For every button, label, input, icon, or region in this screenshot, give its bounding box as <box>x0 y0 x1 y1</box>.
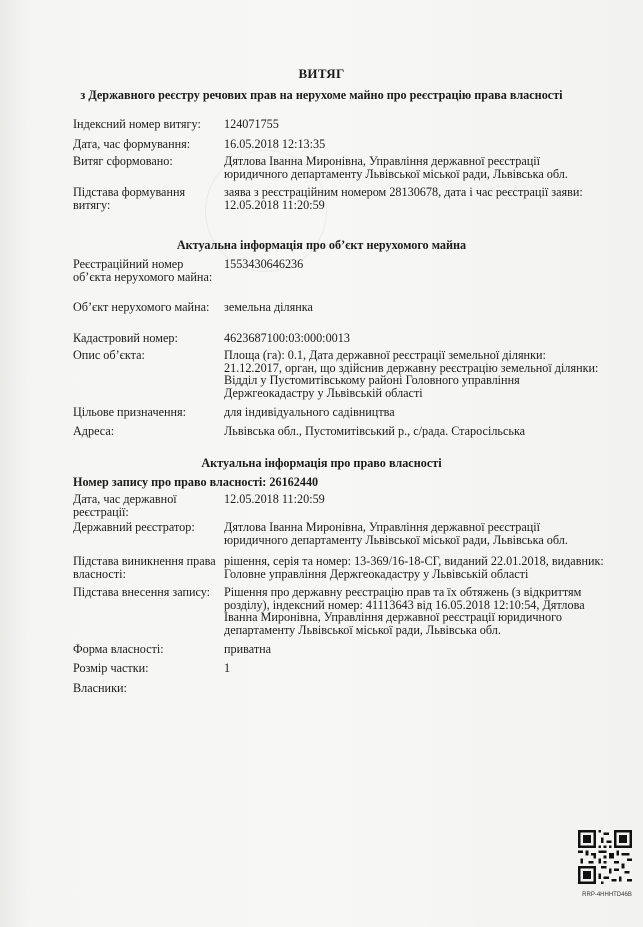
object-section-title: Актуальна інформація про об’єкт нерухомого майна <box>176 238 467 252</box>
field-value: Львівська обл., Пустомитівський р., с/рада. Старосільська <box>224 424 526 438</box>
field-label: Розмір частки: <box>73 661 149 675</box>
field-label: Реєстраційний номер об’єкта нерухомого майна: <box>73 257 213 284</box>
field-value: Площа (га): 0.1, Дата державної реєстрації земельної ділянки: 21.12.2017, орган, що здійснив державну реєстрацію земельної ділянки: Відділ у Пустомитівському районі Головного управління Держгеокадастру у Львівській області <box>224 348 599 400</box>
field-label: Кадастровий номер: <box>73 331 178 345</box>
field-label: Опис об’єкта: <box>73 348 145 362</box>
field-value: земельна ділянка <box>224 300 313 314</box>
field-value: 4623687100:03:000:0013 <box>224 331 350 345</box>
qr-code-icon <box>578 830 632 884</box>
field-label: Дата, час формування: <box>73 137 191 151</box>
field-value: 12.05.2018 11:20:59 <box>224 492 325 506</box>
document-title: ВИТЯГ <box>298 66 345 81</box>
field-value: для індивідуального садівництва <box>224 405 395 419</box>
field-value: Дятлова Іванна Миронівна, Управління державної реєстрації юридичного департаменту Львівської міської ради, Львівська обл. <box>224 154 568 181</box>
field-label: Цільове призначення: <box>73 405 187 419</box>
ownership-record-number: Номер запису про право власності: 26162440 <box>73 475 319 489</box>
field-label: Власники: <box>73 681 127 695</box>
field-label: Дата, час державної реєстрації: <box>73 492 177 519</box>
document-subtitle: з Державного реєстру речових прав на нерухоме майно про реєстрацію права власності <box>80 88 563 102</box>
field-label: Адреса: <box>73 424 115 438</box>
field-label: Форма власності: <box>73 642 164 656</box>
qr-code-text: RRP-4HHHTD46B <box>582 892 632 898</box>
field-value: Рішення про державну реєстрацію прав та їх обтяжень (з відкриттям розділу), індексний номер: 41113643 від 16.05.2018 12:10:54, Дятлова Іванна Миронівна, Управління державної реєстрації юридичного департаменту Львівської міської ради, Львівська обл. <box>224 585 585 637</box>
field-value: приватна <box>224 642 272 656</box>
field-label: Підстава внесення запису: <box>73 585 211 599</box>
field-value: рішення, серія та номер: 13-369/16-18-СГ, виданий 22.01.2018, видавник: Головне управління Держгеокадастру у Львівській області <box>224 554 604 581</box>
field-value: Дятлова Іванна Миронівна, Управління державної реєстрації юридичного департаменту Львівської міської ради, Львівська обл. <box>224 520 568 547</box>
field-label: Підстава виникнення права власності: <box>73 554 216 581</box>
field-value: 16.05.2018 12:13:35 <box>224 137 326 151</box>
field-value: 1 <box>224 661 231 675</box>
field-value: заява з реєстраційним номером 28130678, дата і час реєстрації заяви: 12.05.2018 11:20:59 <box>224 185 583 212</box>
field-value: 1553430646236 <box>224 257 304 271</box>
field-label: Державний реєстратор: <box>73 520 195 534</box>
field-label: Підстава формування витягу: <box>73 185 186 212</box>
field-label: Об’єкт нерухомого майна: <box>73 300 210 314</box>
field-label: Індексний номер витягу: <box>73 117 201 131</box>
ownership-section-title: Актуальна інформація про право власності <box>201 456 442 470</box>
field-value: 124071755 <box>224 117 279 131</box>
field-label: Витяг сформовано: <box>73 154 173 168</box>
